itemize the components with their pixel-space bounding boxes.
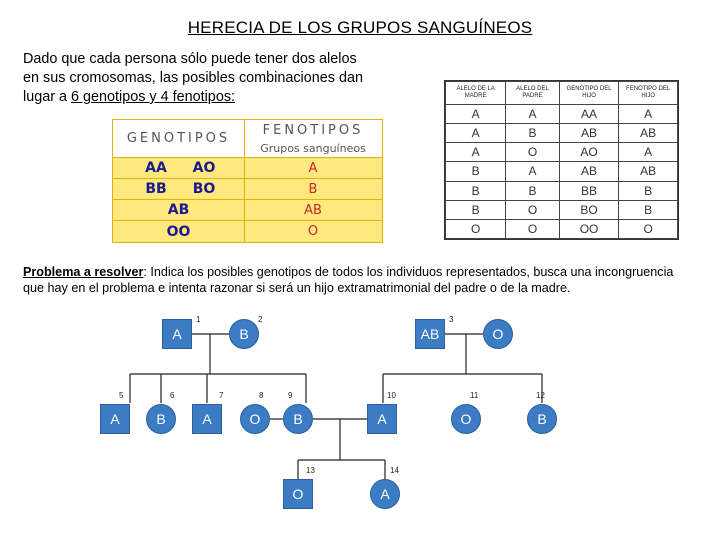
pedigree-node-male xyxy=(192,404,222,434)
intro-text: : xyxy=(231,89,236,105)
table-cell: A xyxy=(506,162,560,181)
problem-label: Problema a resolver xyxy=(23,265,144,279)
table-cell: B xyxy=(619,200,678,219)
table-cell: A xyxy=(446,105,506,124)
column-header: FENOTIPO DEL HIJO xyxy=(619,82,678,105)
node-number: 7 xyxy=(219,391,224,400)
genotype-cell: AA xyxy=(145,160,167,176)
pedigree-node-female xyxy=(229,319,259,349)
intro-highlight: en sus cromosomas xyxy=(23,70,152,86)
table-cell: O xyxy=(446,219,506,238)
table-cell: B xyxy=(506,124,560,143)
table-cell: AA xyxy=(559,105,619,124)
header-grupos-sanguineos: Grupos sanguíneos xyxy=(260,141,366,155)
node-label: A xyxy=(172,326,182,342)
genotype-cell: AO xyxy=(192,160,216,176)
node-label: B xyxy=(239,326,249,342)
genotype-cell: OO xyxy=(166,223,191,240)
node-label: B xyxy=(537,411,547,427)
pedigree-node-female xyxy=(283,404,313,434)
phenotype-cell: O xyxy=(307,224,319,239)
pedigree-node-female xyxy=(370,479,400,509)
table-cell: O xyxy=(506,219,560,238)
table-cell: AB xyxy=(559,124,619,143)
pedigree-node-female xyxy=(527,404,557,434)
node-label: A xyxy=(377,411,387,427)
node-number: 8 xyxy=(259,391,264,400)
table-cell: B xyxy=(446,200,506,219)
intro-underlined: 6 genotipos y 4 fenotipos xyxy=(71,89,232,105)
intro-text: , las xyxy=(151,70,183,86)
column-header: ALELO DEL PADRE xyxy=(506,82,560,105)
header-fenotipos: FENOTIPOS xyxy=(262,122,364,138)
table-cell: A xyxy=(506,105,560,124)
table-cell: B xyxy=(446,181,506,200)
genotype-cell: BO xyxy=(192,181,216,197)
table-cell: A xyxy=(446,143,506,162)
table-cell: AO xyxy=(559,143,619,162)
table-cell: O xyxy=(506,200,560,219)
pedigree-node-female xyxy=(483,319,513,349)
pedigree-node-male xyxy=(367,404,397,434)
node-label: B xyxy=(156,411,166,427)
node-number: 2 xyxy=(258,315,263,324)
node-label: O xyxy=(460,411,472,427)
table-cell: A xyxy=(446,124,506,143)
node-label: O xyxy=(492,326,504,342)
pedigree-node-male xyxy=(415,319,445,349)
phenotype-cell: A xyxy=(308,160,318,176)
table-cell: B xyxy=(446,162,506,181)
table-cell: BO xyxy=(559,200,619,219)
node-number: 13 xyxy=(306,466,315,475)
intro-text: Dado que xyxy=(23,51,90,67)
genotype-cell: AB xyxy=(167,202,190,218)
phenotype-cell: B xyxy=(308,181,318,197)
node-number: 3 xyxy=(449,315,454,324)
table-cell: O xyxy=(619,219,678,238)
pedigree-node-male xyxy=(283,479,313,509)
node-label: A xyxy=(202,411,212,427)
column-header: GENOTIPO DEL HIJO xyxy=(559,82,619,105)
node-label: B xyxy=(293,411,303,427)
node-label: AB xyxy=(420,326,440,342)
intro-text: dan xyxy=(334,70,363,86)
table-cell: A xyxy=(619,105,678,124)
pedigree-node-male xyxy=(162,319,192,349)
table-cell: BB xyxy=(559,181,619,200)
table-cell: AB xyxy=(619,124,678,143)
table-cell: AB xyxy=(619,162,678,181)
genotype-cell: BB xyxy=(145,181,167,197)
phenotype-cell: AB xyxy=(304,202,322,218)
table-cell: B xyxy=(506,181,560,200)
node-label: A xyxy=(110,411,120,427)
table-cell: B xyxy=(619,181,678,200)
node-number: 9 xyxy=(288,391,293,400)
node-number: 12 xyxy=(536,391,545,400)
column-header: ALELO DE LA MADRE xyxy=(446,82,506,105)
node-label: A xyxy=(380,486,390,502)
node-label: O xyxy=(249,411,261,427)
table-cell: O xyxy=(506,143,560,162)
pedigree-node-female xyxy=(146,404,176,434)
table-cell: OO xyxy=(559,219,619,238)
pedigree-node-female xyxy=(451,404,481,434)
problem-text: : Indica los posibles genotipos de todos los individuos representados, busca una incongruencia que hay en el problema e intenta razonar si será un hijo extramatrimonial del padre o de la madre. xyxy=(23,265,674,295)
node-number: 14 xyxy=(390,466,399,475)
node-number: 10 xyxy=(387,391,396,400)
page-title: HERECIA DE LOS GRUPOS SANGUÍNEOS xyxy=(187,18,533,37)
intro-text: lugar a xyxy=(23,89,71,105)
node-number: 5 xyxy=(119,391,124,400)
header-genotipos: GENOTIPOS xyxy=(126,131,231,146)
node-number: 1 xyxy=(196,315,201,324)
table-cell: A xyxy=(619,143,678,162)
node-number: 6 xyxy=(170,391,175,400)
pedigree-node-male xyxy=(100,404,130,434)
pedigree-node-female xyxy=(240,404,270,434)
intro-highlight: posibles combinaciones xyxy=(182,70,335,86)
intro-highlight: cada persona sólo puede tener dos alelos xyxy=(89,51,357,67)
table-cell: AB xyxy=(559,162,619,181)
node-label: O xyxy=(292,486,304,502)
node-number: 11 xyxy=(470,391,479,400)
